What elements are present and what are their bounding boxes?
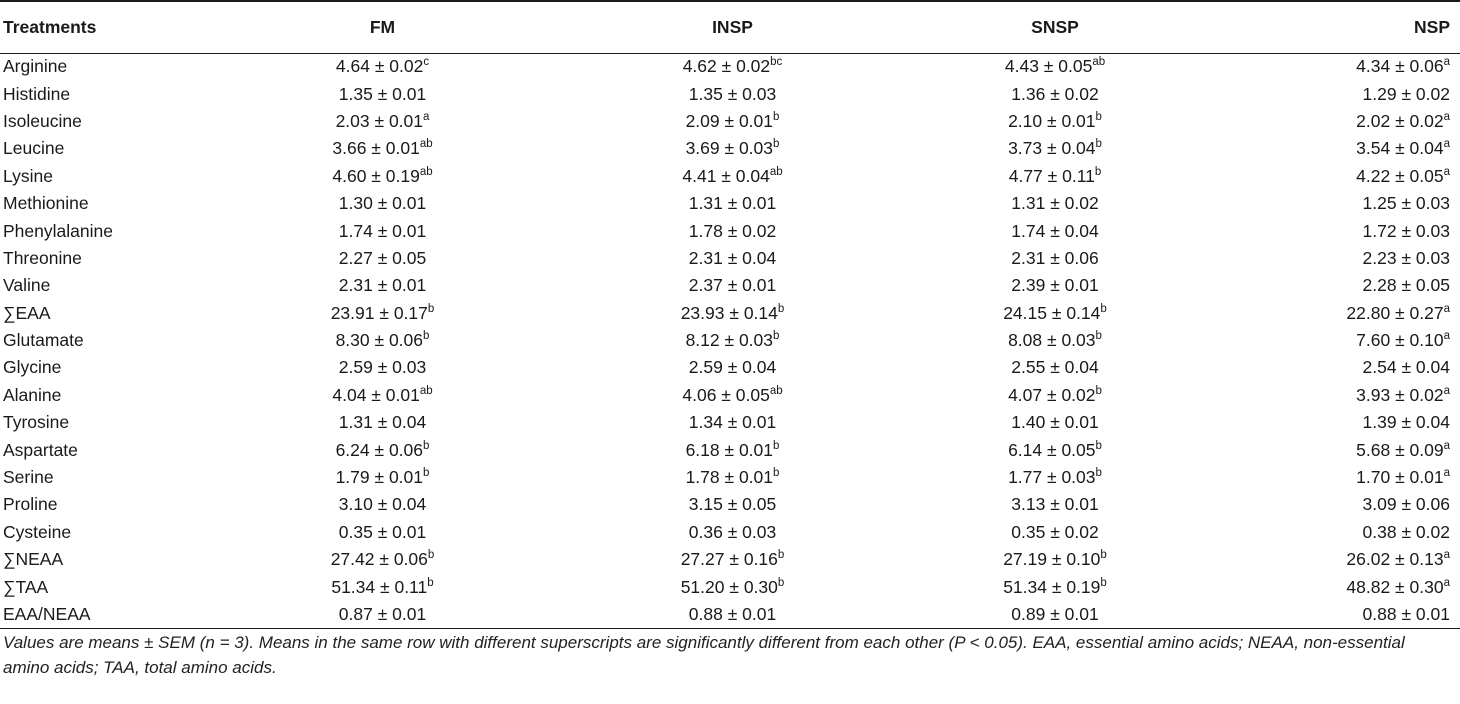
cell-superscript: a <box>423 110 430 123</box>
cell-value: 1.77 ± 0.03 <box>1008 467 1096 488</box>
header-snsp: SNSP <box>890 1 1220 53</box>
cell-value: 0.38 ± 0.02 <box>1362 521 1450 542</box>
table-cell <box>575 519 890 546</box>
cell-value: 3.54 ± 0.04 <box>1356 138 1444 159</box>
cell-value: 22.80 ± 0.27 <box>1346 302 1444 323</box>
cell-value: 1.72 ± 0.03 <box>1362 220 1450 241</box>
cell-value: 4.77 ± 0.11 <box>1008 165 1095 186</box>
cell-superscript: ab <box>419 384 433 397</box>
cell-superscript: b <box>773 330 780 343</box>
table-cell <box>190 491 575 518</box>
cell-value: 4.04 ± 0.01 <box>332 384 420 405</box>
cell-value: 1.25 ± 0.03 <box>1362 193 1450 214</box>
cell-superscript: ab <box>769 165 783 178</box>
cell-superscript: bc <box>770 56 783 69</box>
cell-superscript: b <box>777 576 785 589</box>
table-cell <box>1220 108 1460 135</box>
table-row <box>0 217 1460 244</box>
row-label: EAA/NEAA <box>0 601 190 628</box>
cell-value: 1.40 ± 0.01 <box>1011 412 1099 433</box>
cell-value: 2.39 ± 0.01 <box>1011 275 1099 296</box>
cell-superscript: b <box>1095 330 1102 343</box>
table-row <box>0 409 1460 436</box>
table-cell <box>890 491 1220 518</box>
table-cell <box>1220 519 1460 546</box>
cell-value: 4.07 ± 0.02 <box>1008 384 1096 405</box>
cell-superscript: b <box>427 302 435 315</box>
cell-value: 51.34 ± 0.19 <box>1003 576 1101 597</box>
cell-superscript: a <box>1443 384 1450 397</box>
header-insp: INSP <box>575 1 890 53</box>
cell-value: 4.64 ± 0.02 <box>335 56 424 77</box>
table-cell <box>190 217 575 244</box>
cell-superscript: a <box>1443 467 1450 480</box>
cell-value: 1.35 ± 0.01 <box>338 83 427 104</box>
table-cell <box>575 53 890 80</box>
cell-superscript: a <box>1443 110 1450 123</box>
table-cell <box>890 272 1220 299</box>
table-cell <box>575 354 890 381</box>
cell-value: 2.10 ± 0.01 <box>1008 110 1096 131</box>
table-cell <box>190 354 575 381</box>
table-cell <box>890 217 1220 244</box>
cell-value: 3.69 ± 0.03 <box>685 138 774 159</box>
cell-superscript: a <box>1443 56 1450 69</box>
cell-value: 2.37 ± 0.01 <box>688 275 777 296</box>
table-cell <box>575 135 890 162</box>
cell-value: 23.93 ± 0.14 <box>680 302 778 323</box>
cell-value: 5.68 ± 0.09 <box>1356 439 1444 460</box>
table-cell <box>190 190 575 217</box>
row-label: Lysine <box>3 165 53 186</box>
table-cell <box>575 491 890 518</box>
cell-value: 1.34 ± 0.01 <box>688 412 777 433</box>
cell-value: 1.36 ± 0.02 <box>1011 83 1099 104</box>
row-label: Threonine <box>3 247 82 268</box>
row-label: Glycine <box>3 357 62 378</box>
row-label: Aspartate <box>3 439 78 460</box>
cell-superscript: b <box>423 467 430 480</box>
cell-value: 51.20 ± 0.30 <box>680 576 778 597</box>
cell-value: 1.35 ± 0.03 <box>688 83 777 104</box>
cell-value: 1.79 ± 0.01 <box>335 467 424 488</box>
cell-value: 1.30 ± 0.01 <box>338 193 427 214</box>
cell-value: 3.13 ± 0.01 <box>1011 494 1099 515</box>
cell-superscript: b <box>427 576 434 589</box>
cell-value: 4.41 ± 0.04 <box>682 165 770 186</box>
cell-value: 2.54 ± 0.04 <box>1362 357 1450 378</box>
table-cell <box>190 80 575 107</box>
table-cell <box>190 53 575 80</box>
cell-superscript: ab <box>769 384 783 397</box>
table-body <box>0 53 1460 628</box>
cell-value: 51.34 ± 0.11 <box>331 576 428 597</box>
table-cell <box>1220 546 1460 573</box>
cell-value: 1.31 ± 0.02 <box>1011 193 1099 214</box>
cell-value: 27.27 ± 0.16 <box>680 549 778 570</box>
row-label: ∑EAA <box>3 302 51 323</box>
table-cell <box>575 300 890 327</box>
table-cell <box>1220 300 1460 327</box>
row-label: ∑TAA <box>3 576 49 597</box>
cell-superscript: a <box>1443 549 1450 562</box>
cell-value: 3.93 ± 0.02 <box>1356 384 1444 405</box>
cell-value: 8.30 ± 0.06 <box>335 330 424 351</box>
table-row <box>0 190 1460 217</box>
cell-value: 23.91 ± 0.17 <box>330 302 428 323</box>
table-cell <box>890 436 1220 463</box>
row-label: Histidine <box>3 83 71 104</box>
row-label: Alanine <box>3 384 62 405</box>
cell-value: 24.15 ± 0.14 <box>1003 302 1101 323</box>
table-cell <box>1220 464 1460 491</box>
table-cell <box>1220 135 1460 162</box>
cell-value: 8.08 ± 0.03 <box>1008 330 1096 351</box>
cell-value: 4.06 ± 0.05 <box>682 384 770 405</box>
table-cell <box>1220 245 1460 272</box>
table-cell <box>575 327 890 354</box>
row-label: Methionine <box>3 193 89 214</box>
table-cell <box>575 601 890 628</box>
cell-value: 0.35 ± 0.01 <box>338 521 427 542</box>
table-cell <box>890 546 1220 573</box>
table-cell <box>1220 217 1460 244</box>
table-cell <box>890 464 1220 491</box>
table-cell <box>1220 272 1460 299</box>
table-cell <box>190 382 575 409</box>
cell-value: 7.60 ± 0.10 <box>1356 330 1444 351</box>
table-cell <box>575 573 890 600</box>
header-nsp: NSP <box>1220 1 1460 53</box>
table-row <box>0 491 1460 518</box>
row-label: Valine <box>3 275 51 296</box>
cell-superscript: b <box>773 138 780 151</box>
cell-value: 27.42 ± 0.06 <box>330 549 428 570</box>
table-cell <box>190 272 575 299</box>
table-cell <box>1220 163 1460 190</box>
table-cell <box>190 245 575 272</box>
cell-value: 48.82 ± 0.30 <box>1346 576 1444 597</box>
table-cell <box>575 163 890 190</box>
cell-value: 1.70 ± 0.01 <box>1356 467 1444 488</box>
row-label: ∑NEAA <box>3 549 64 570</box>
cell-superscript: b <box>773 439 780 452</box>
cell-value: 0.87 ± 0.01 <box>338 603 427 624</box>
cell-value: 2.03 ± 0.01 <box>335 110 424 131</box>
cell-superscript: a <box>1443 138 1450 151</box>
table-cell <box>890 327 1220 354</box>
cell-value: 4.43 ± 0.05 <box>1004 56 1093 77</box>
cell-value: 1.74 ± 0.01 <box>338 220 427 241</box>
cell-superscript: b <box>777 302 785 315</box>
table-cell <box>575 464 890 491</box>
table-cell <box>190 163 575 190</box>
cell-superscript: ab <box>419 165 433 178</box>
cell-value: 2.02 ± 0.02 <box>1356 110 1444 131</box>
table-cell <box>575 272 890 299</box>
table-cell <box>1220 190 1460 217</box>
cell-superscript: b <box>427 549 435 562</box>
table-cell <box>1220 573 1460 600</box>
row-label: Isoleucine <box>3 110 82 131</box>
table-row <box>0 573 1460 600</box>
table-cell <box>890 135 1220 162</box>
cell-superscript: c <box>423 56 430 69</box>
table-cell <box>190 135 575 162</box>
table-cell <box>890 354 1220 381</box>
table-cell <box>190 300 575 327</box>
cell-value: 1.74 ± 0.04 <box>1011 220 1099 241</box>
cell-value: 2.27 ± 0.05 <box>338 247 427 268</box>
table-cell <box>1220 354 1460 381</box>
table-row <box>0 436 1460 463</box>
table-cell <box>575 108 890 135</box>
cell-superscript: b <box>1095 138 1102 151</box>
cell-value: 0.36 ± 0.03 <box>688 521 777 542</box>
table-cell <box>890 519 1220 546</box>
table-cell <box>190 108 575 135</box>
table-cell <box>190 409 575 436</box>
table-cell <box>575 382 890 409</box>
cell-value: 1.39 ± 0.04 <box>1362 412 1450 433</box>
cell-value: 1.78 ± 0.01 <box>685 467 774 488</box>
cell-value: 1.31 ± 0.04 <box>338 412 427 433</box>
cell-value: 0.88 ± 0.01 <box>1362 603 1450 624</box>
table-cell <box>1220 436 1460 463</box>
cell-value: 4.34 ± 0.06 <box>1356 56 1444 77</box>
cell-value: 3.15 ± 0.05 <box>688 494 777 515</box>
table-cell <box>575 80 890 107</box>
table-cell <box>890 601 1220 628</box>
table-row <box>0 601 1460 628</box>
table-row <box>0 327 1460 354</box>
cell-superscript: b <box>773 467 780 480</box>
table-cell <box>890 382 1220 409</box>
cell-superscript: ab <box>419 138 433 151</box>
cell-superscript: a <box>1443 439 1450 452</box>
table-cell <box>190 327 575 354</box>
cell-value: 4.22 ± 0.05 <box>1356 165 1444 186</box>
cell-superscript: b <box>1100 549 1107 562</box>
cell-value: 1.78 ± 0.02 <box>688 220 777 241</box>
row-label: Cysteine <box>3 521 72 542</box>
table-cell <box>1220 327 1460 354</box>
table-cell <box>890 573 1220 600</box>
table-cell <box>575 190 890 217</box>
cell-value: 1.29 ± 0.02 <box>1362 83 1450 104</box>
cell-value: 2.28 ± 0.05 <box>1362 275 1450 296</box>
cell-value: 0.89 ± 0.01 <box>1011 603 1099 624</box>
row-label: Tyrosine <box>3 412 70 433</box>
cell-value: 4.62 ± 0.02 <box>682 56 771 77</box>
cell-superscript: a <box>1443 165 1450 178</box>
table-row <box>0 382 1460 409</box>
cell-superscript: b <box>777 549 785 562</box>
cell-superscript: a <box>1443 302 1450 315</box>
table-row <box>0 464 1460 491</box>
cell-superscript: b <box>1095 110 1102 123</box>
cell-value: 2.55 ± 0.04 <box>1011 357 1099 378</box>
row-label: Glutamate <box>3 330 84 351</box>
cell-value: 2.59 ± 0.04 <box>688 357 777 378</box>
cell-superscript: b <box>1100 576 1107 589</box>
table-cell <box>190 519 575 546</box>
row-label: Arginine <box>3 56 68 77</box>
cell-value: 2.23 ± 0.03 <box>1362 247 1450 268</box>
table-row <box>0 80 1460 107</box>
row-label: Proline <box>3 494 58 515</box>
cell-superscript: b <box>1100 302 1107 315</box>
table-row <box>0 108 1460 135</box>
table-cell <box>1220 601 1460 628</box>
table-cell <box>190 601 575 628</box>
table-row <box>0 300 1460 327</box>
cell-superscript: a <box>1443 330 1450 343</box>
table-cell <box>190 464 575 491</box>
cell-value: 3.66 ± 0.01 <box>332 138 420 159</box>
table-cell <box>1220 382 1460 409</box>
cell-superscript: b <box>423 439 430 452</box>
table-cell <box>890 190 1220 217</box>
cell-value: 0.35 ± 0.02 <box>1011 521 1099 542</box>
cell-value: 3.09 ± 0.06 <box>1362 494 1450 515</box>
table-row <box>0 163 1460 190</box>
table-cell <box>190 546 575 573</box>
cell-value: 4.60 ± 0.19 <box>332 165 420 186</box>
table-cell <box>575 546 890 573</box>
table-row <box>0 53 1460 80</box>
table-cell <box>890 245 1220 272</box>
cell-superscript: b <box>1094 165 1102 178</box>
cell-superscript: b <box>1095 467 1102 480</box>
header-row <box>0 1 1460 53</box>
table-cell <box>890 163 1220 190</box>
cell-value: 2.09 ± 0.01 <box>685 110 774 131</box>
cell-value: 2.31 ± 0.04 <box>688 247 777 268</box>
table-row <box>0 546 1460 573</box>
cell-value: 3.10 ± 0.04 <box>338 494 427 515</box>
table-cell <box>190 436 575 463</box>
table-cell <box>1220 491 1460 518</box>
row-label: Serine <box>3 467 54 488</box>
cell-value: 27.19 ± 0.10 <box>1003 549 1101 570</box>
cell-value: 3.73 ± 0.04 <box>1008 138 1096 159</box>
table-cell <box>890 108 1220 135</box>
cell-value: 6.14 ± 0.05 <box>1008 439 1096 460</box>
table-row <box>0 245 1460 272</box>
table-cell <box>890 80 1220 107</box>
cell-superscript: b <box>773 110 780 123</box>
cell-superscript: b <box>423 330 430 343</box>
table-cell <box>890 300 1220 327</box>
table-row <box>0 519 1460 546</box>
cell-value: 1.31 ± 0.01 <box>688 193 777 214</box>
cell-value: 8.12 ± 0.03 <box>685 330 774 351</box>
table-cell <box>575 245 890 272</box>
table-row <box>0 135 1460 162</box>
table-cell <box>190 573 575 600</box>
table-row <box>0 354 1460 381</box>
cell-value: 6.18 ± 0.01 <box>685 439 774 460</box>
row-label: Leucine <box>3 138 65 159</box>
table-row <box>0 272 1460 299</box>
cell-superscript: ab <box>1092 56 1106 69</box>
cell-superscript: b <box>1095 439 1102 452</box>
table-cell <box>1220 409 1460 436</box>
cell-value: 26.02 ± 0.13 <box>1346 549 1444 570</box>
table-cell <box>575 217 890 244</box>
table-cell <box>575 409 890 436</box>
cell-value: 2.31 ± 0.06 <box>1011 247 1099 268</box>
table-cell <box>890 409 1220 436</box>
table-cell <box>1220 53 1460 80</box>
row-label: Phenylalanine <box>3 220 113 241</box>
cell-superscript: b <box>1095 384 1102 397</box>
cell-value: 0.88 ± 0.01 <box>688 603 777 624</box>
table-cell <box>1220 80 1460 107</box>
cell-value: 2.59 ± 0.03 <box>338 357 427 378</box>
header-treatments: Treatments <box>0 1 190 53</box>
cell-value: 6.24 ± 0.06 <box>335 439 424 460</box>
table-footnote: Values are means ± SEM (n = 3). Means in the same row with different superscripts are significantly different from each other (P < 0.05). EAA, essential amino acids; NEAA, non-essential amino acids; TAA, total amino acids. <box>3 633 1405 677</box>
cell-value: 2.31 ± 0.01 <box>338 275 427 296</box>
table-cell <box>575 436 890 463</box>
table-cell <box>890 53 1220 80</box>
cell-superscript: a <box>1443 576 1450 589</box>
header-fm: FM <box>190 1 575 53</box>
